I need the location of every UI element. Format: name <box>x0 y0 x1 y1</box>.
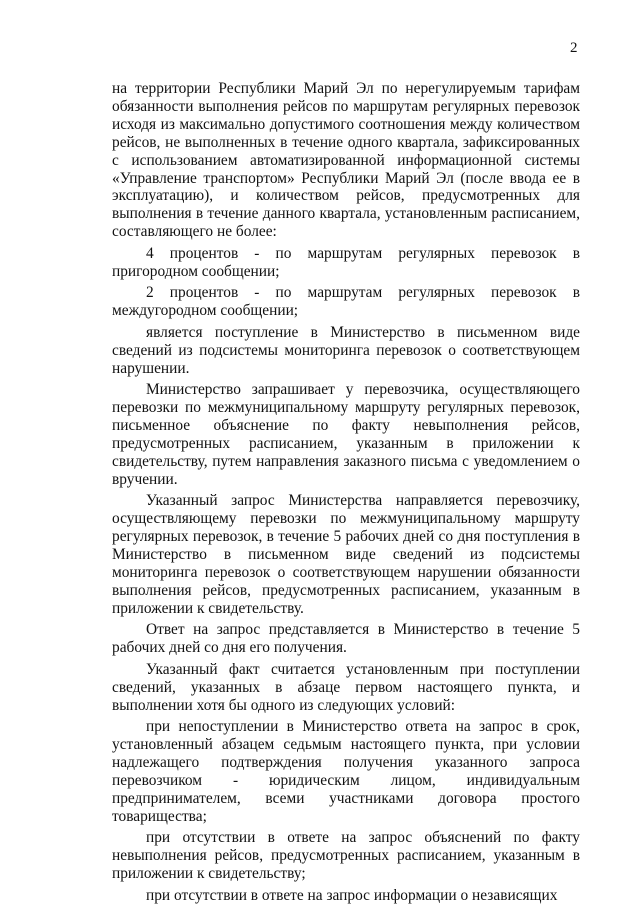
paragraph-fact-established: Указанный факт считается установленным при поступлении сведений, указанных в абзаце первом настоящего пункта, и выполнении хотя бы одного из следующих условий: <box>112 660 580 714</box>
page-number: 2 <box>570 40 578 56</box>
paragraph-ministry-request: Министерство запрашивает у перевозчика, осуществляющего перевозки по межмуниципальному маршруту регулярных перевозок, письменное объяснение по факту невыполнения рейсов, предусмотренных расписанием, указанным в приложении к свидетельству, путем направления заказного письма с уведомлением о вручении. <box>112 381 580 488</box>
paragraph-ministry-receipt: является поступление в Министерство в письменном виде сведений из подсистемы мониторинга перевозок о соответствующем нарушении. <box>112 323 580 377</box>
paragraph-condition-no-information: при отсутствии в ответе на запрос информации о независящих <box>146 886 558 904</box>
paragraph-continuation: на территории Республики Марий Эл по нерегулируемым тарифам обязанности выполнения рейсов по маршрутам регулярных перевозок исходя из максимально допустимого соотношения между количеством рейсов, не выполненных в течение одного квартала, зафиксированных с использованием автоматизированной информационной системы «Управление транспортом» Республики Марий Эл (после ввода ее в эксплуатацию), и количеством рейсов, предусмотренных для выполнения в течение данного квартала, установленным расписанием, составляющего не более: <box>112 80 580 241</box>
paragraph-response-deadline: Ответ на запрос представляется в Министерство в течение 5 рабочих дней со дня его получения. <box>112 621 580 657</box>
paragraph-condition-no-response: при непоступлении в Министерство ответа на запрос в срок, установленный абзацем седьмым настоящего пункта, при условии надлежащего подтверждения получения указанного запроса перевозчиком - юридическим лицом, индивидуальным предпринимателем, всеми участниками договора простого товарищества; <box>112 718 580 825</box>
document-body <box>112 80 580 908</box>
paragraph-intercity-threshold: 2 процентов - по маршрутам регулярных перевозок в междугородном сообщении; <box>112 284 580 320</box>
paragraph-condition-no-explanation: при отсутствии в ответе на запрос объяснений по факту невыполнения рейсов, предусмотренных расписанием, указанным в приложении к свидетельству; <box>112 829 580 883</box>
paragraph-suburban-threshold: 4 процентов - по маршрутам регулярных перевозок в пригородном сообщении; <box>112 244 580 280</box>
paragraph-request-sent: Указанный запрос Министерства направляется перевозчику, осуществляющему перевозки по межмуниципальному маршруту регулярных перевозок, в течение 5 рабочих дней со дня поступления в Министерство в письменном виде сведений из подсистемы мониторинга перевозок о соответствующем нарушении обязанности выполнения рейсов, предусмотренных расписанием, указанным в приложении к свидетельству. <box>112 492 580 617</box>
